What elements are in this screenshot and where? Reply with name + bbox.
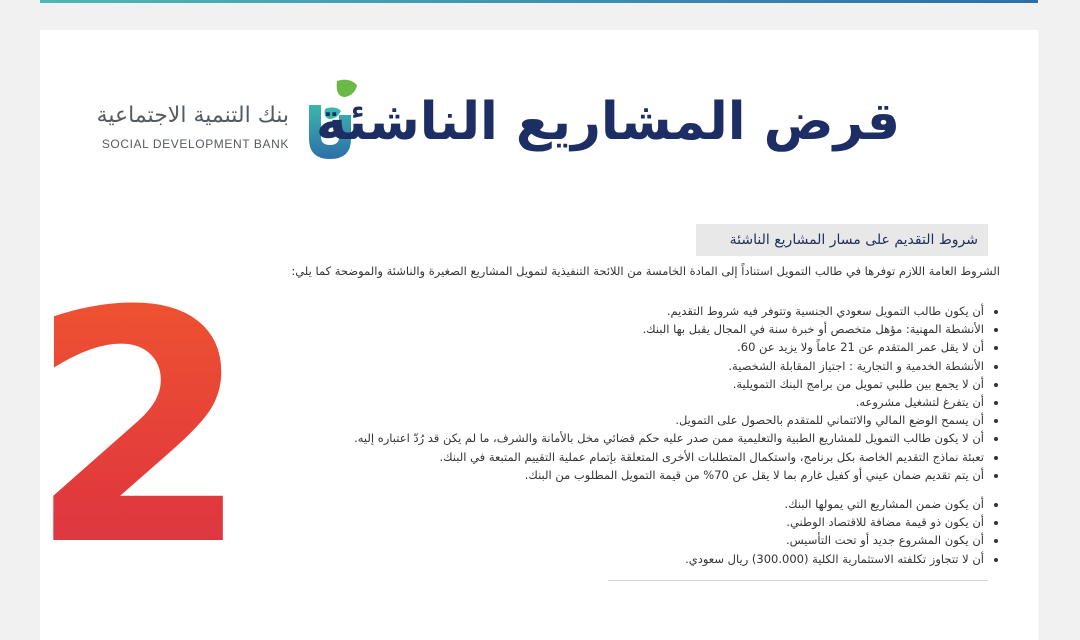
page-title: قرض المشاريع الناشئة — [315, 92, 900, 152]
bottom-divider — [608, 580, 988, 581]
list-item: • أن لا يجمع بين طلبي تمويل من برامج البنك التمويلية. — [164, 375, 984, 393]
top-accent-bar — [40, 0, 1038, 3]
list-item: • أن يتم تقديم ضمان عيني أو كفيل غارم بما لا يقل عن 70% من قيمة التمويل المطلوب من البنك. — [164, 466, 984, 484]
list-item: • أن لا يقل عمر المتقدم عن 21 عاماً ولا يزيد عن 60. — [164, 338, 984, 356]
list-item: • أن يكون ذو قيمة مضافة للاقتصاد الوطني. — [164, 513, 984, 531]
section-header: شروط التقديم على مسار المشاريع الناشئة — [696, 224, 988, 256]
general-conditions-list — [164, 302, 1000, 484]
intro-paragraph: الشروط العامة اللازم توفرها في طالب التمويل استناداً إلى المادة الخامسة من اللائحة التنفيذية لتمويل المشاريع الصغيرة والناشئة والموضحة كما يلي: — [291, 264, 1000, 278]
list-item: • الأنشطة المهنية: مؤهل متخصص أو خبرة سنة في المجال يقبل بها البنك. — [164, 320, 984, 338]
list-item: • تعبئة نماذج التقديم الخاصة بكل برنامج، واستكمال المتطلبات الأخرى المتعلقة بإتمام عملية التقييم المتبعة في البنك. — [164, 448, 984, 466]
list-item: • أن يكون ضمن المشاريع التي يمولها البنك. — [164, 495, 984, 513]
list-item: • أن يتفرغ لتشغيل مشروعه. — [164, 393, 984, 411]
logo-arabic-name: بنك التنمية الاجتماعية — [96, 103, 289, 128]
list-item: • الأنشطة الخدمية و التجارية : اجتياز المقابلة الشخصية. — [164, 357, 984, 375]
logo-english-name: SOCIAL DEVELOPMENT BANK — [101, 137, 289, 151]
list-item: • أن يكون طالب التمويل سعودي الجنسية وتتوفر فيه شروط التقديم. — [164, 302, 984, 320]
list-item: • أن لا تتجاوز تكلفته الاستثمارية الكلية (300.000) ريال سعودي. — [164, 550, 984, 568]
project-conditions-list — [164, 495, 1000, 568]
list-item: • أن يكون المشروع جديد أو تحت التأسيس. — [164, 531, 984, 549]
list-item: • أن لا يكون طالب التمويل للمشاريع الطبية والتعليمية ممن صدر عليه حكم قضائي مخل بالأمانة والشرف، ما لم يكن قد رُدّ اعتباره إليه. — [164, 429, 984, 447]
list-item: • أن يسمح الوضع المالي والائتماني للمتقدم بالحصول على التمويل. — [164, 411, 984, 429]
overlay-number: 2 — [28, 244, 251, 616]
